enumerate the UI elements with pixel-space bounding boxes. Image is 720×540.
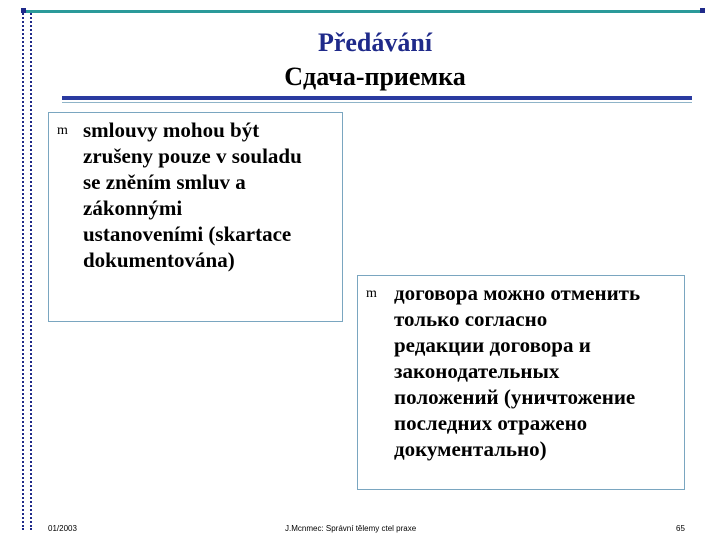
right-box-text: договора можно отменить только согласно редакции договора и законодательных положений (уничтожение последних отражено документально) xyxy=(394,281,641,461)
title-underline-thin xyxy=(62,102,692,103)
bullet-icon: m xyxy=(57,123,68,138)
left-text-box xyxy=(48,112,343,322)
right-text-box xyxy=(357,275,685,490)
footer-page-number: 65 xyxy=(676,524,685,533)
corner-marker-top-right xyxy=(700,8,705,13)
corner-marker-top-left xyxy=(21,8,26,13)
footer-date: 01/2003 xyxy=(48,524,77,533)
title-underline xyxy=(62,96,692,100)
slide-subtitle: Сдача-приемка xyxy=(284,62,466,91)
left-box-text: smlouvy mohou být zrušeny pouze v souladu se zněním smluv a zákonnými ustanoveními (skartace dokumentována) xyxy=(83,118,302,272)
bullet-icon: m xyxy=(366,286,377,301)
footer-center-text: J.Mcnmec: Správní tělemy ctel praxe xyxy=(285,524,417,533)
slide-title: Předávání xyxy=(317,28,433,57)
top-border-line xyxy=(22,10,702,13)
